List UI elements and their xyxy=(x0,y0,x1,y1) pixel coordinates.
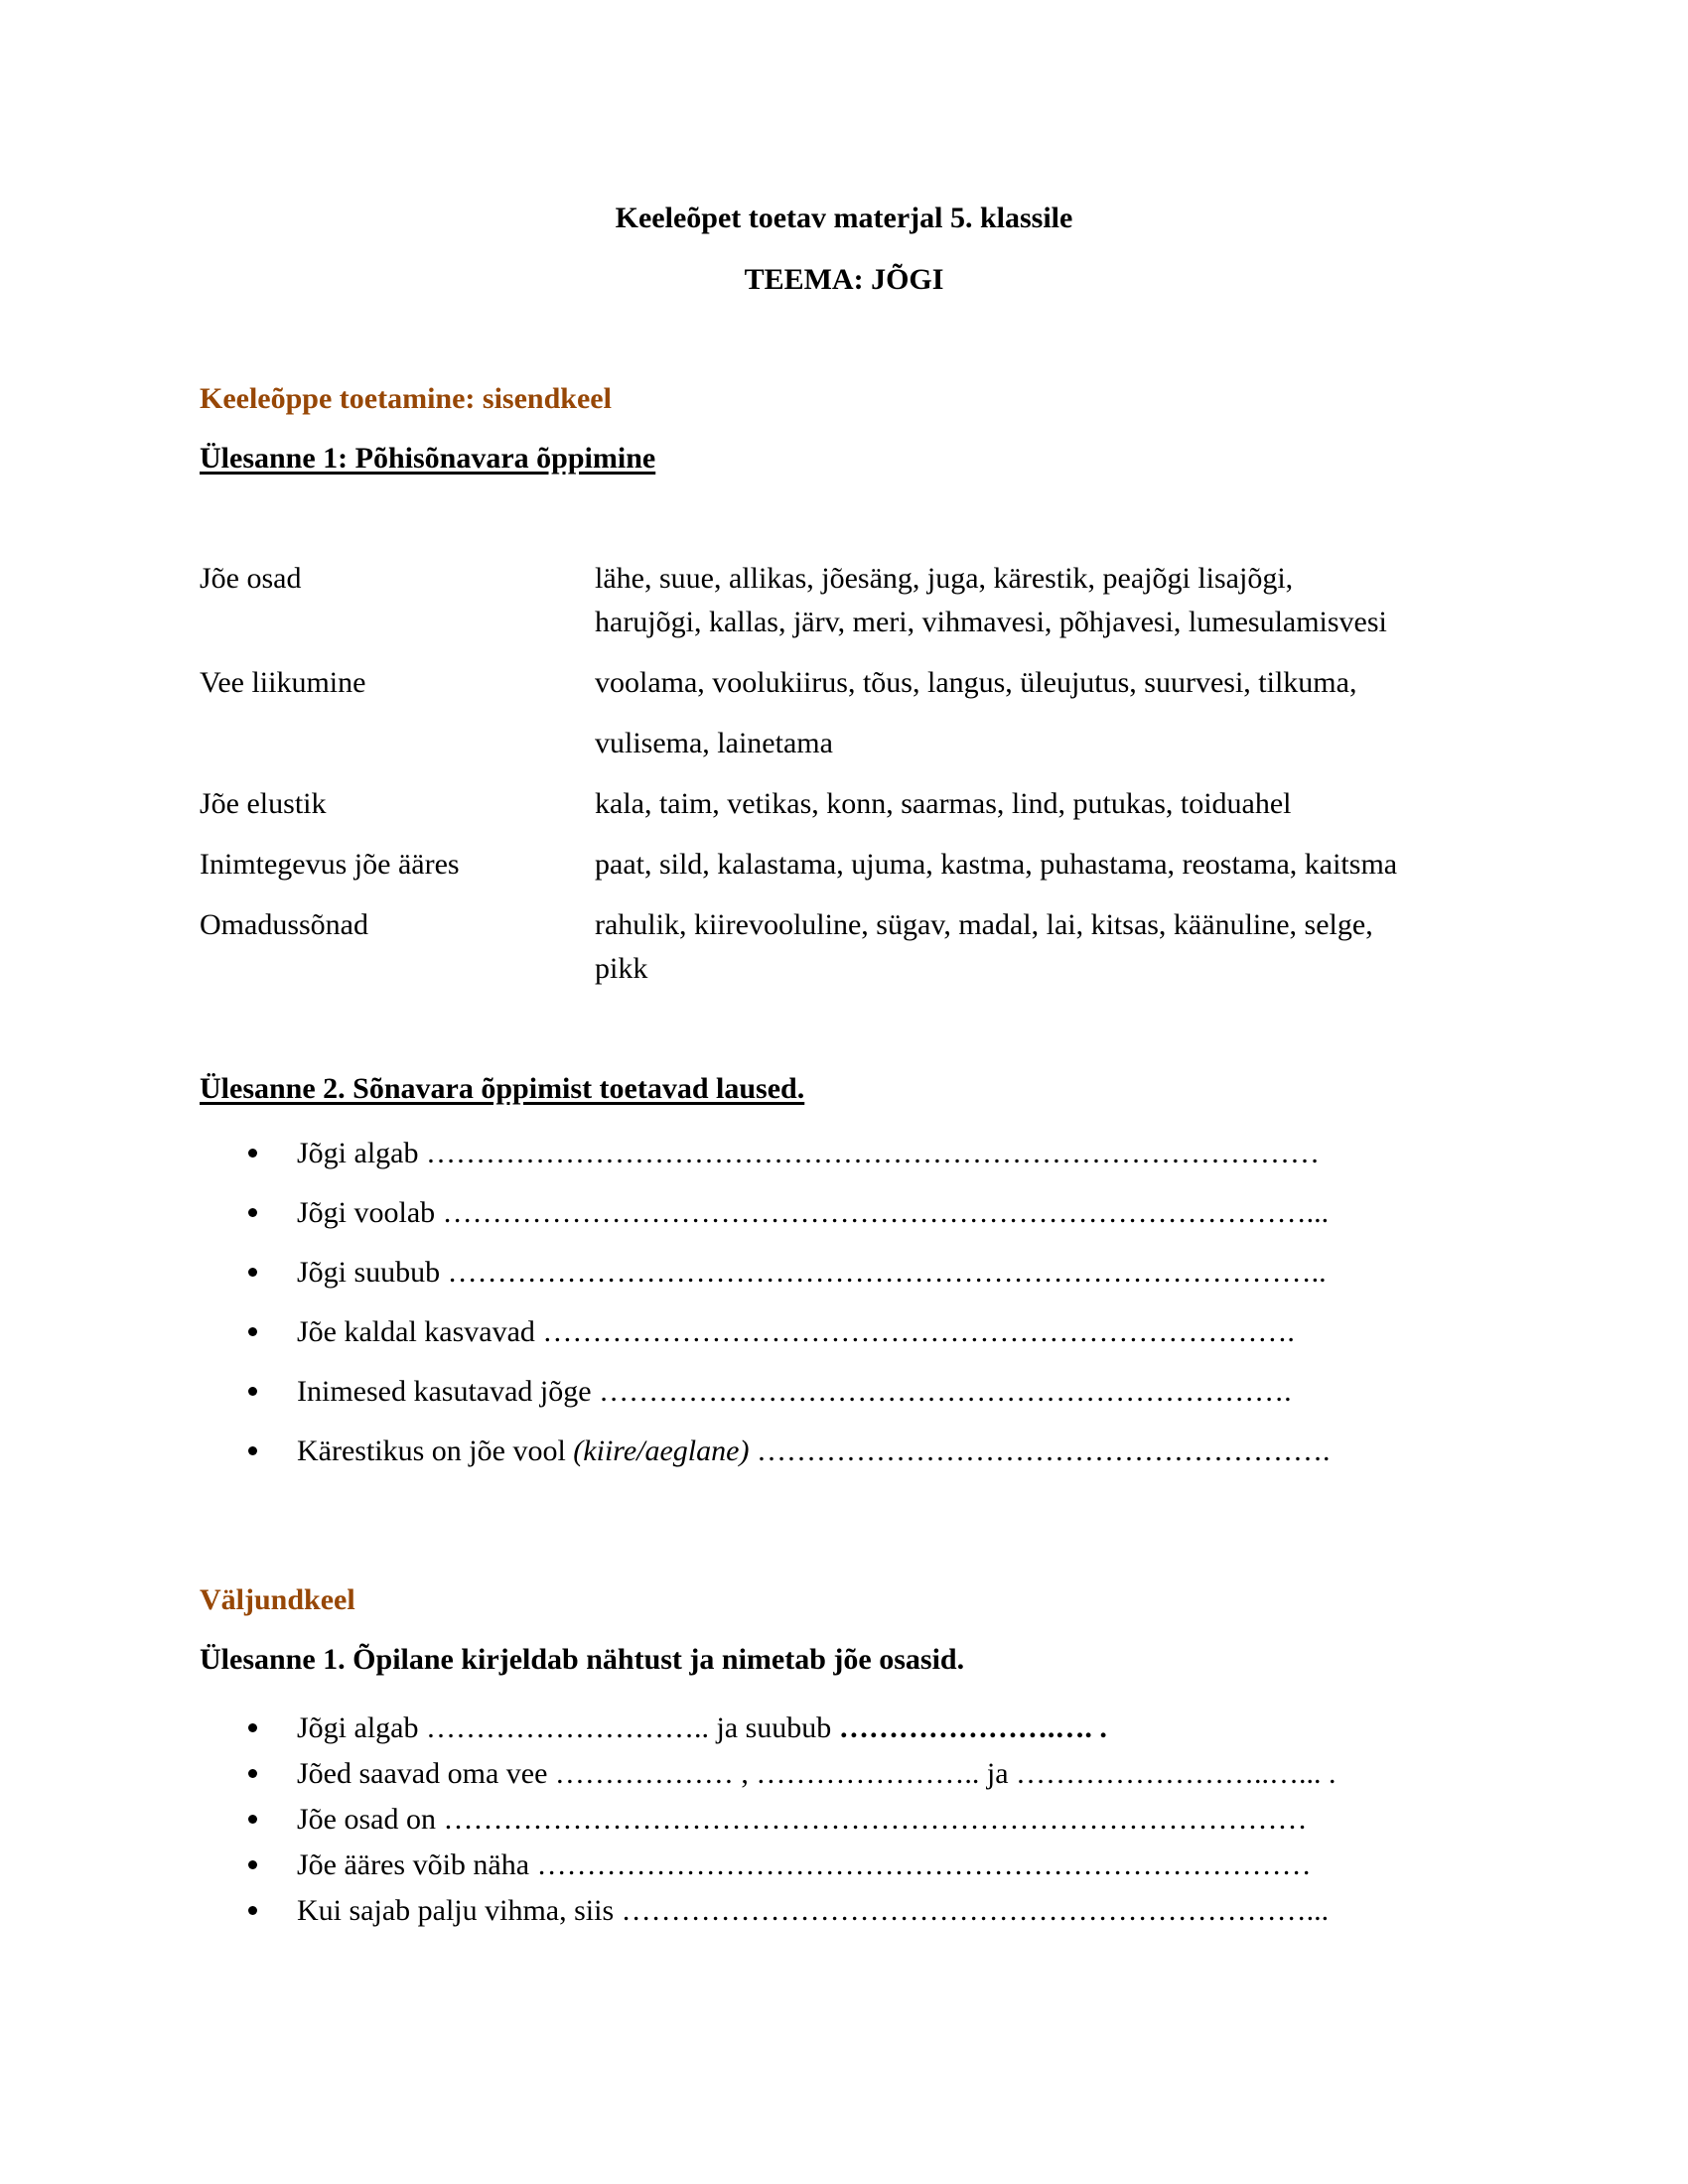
vocab-words-cont: pikk xyxy=(595,952,648,985)
vocab-words: paat, sild, kalastama, ujuma, kastma, puhastama, reostama, kaitsma xyxy=(595,848,1398,881)
bullet-icon xyxy=(248,1387,257,1396)
document-title: Keeleõpet toetav materjal 5. klassile xyxy=(615,202,1073,234)
vocab-term: Jõe elustik xyxy=(200,787,327,820)
bullet-icon xyxy=(248,1268,257,1277)
output-task1-title: Ülesanne 1. Õpilane kirjeldab nähtust ja nimetab jõe osasid. xyxy=(200,1643,965,1676)
vocab-term: Inimtegevus jõe ääres xyxy=(200,848,460,881)
vocab-term: Omadussõnad xyxy=(200,908,368,941)
vocab-words: kala, taim, vetikas, konn, saarmas, lind, putukas, toiduahel xyxy=(595,787,1292,820)
bullet-icon xyxy=(248,1327,257,1336)
vocab-words: rahulik, kiirevooluline, sügav, madal, lai, kitsas, käänuline, selge, xyxy=(595,908,1373,941)
vocab-term: Jõe osad xyxy=(200,562,302,595)
section-heading-output-language: Väljundkeel xyxy=(200,1583,355,1616)
bullet-icon xyxy=(248,1815,257,1824)
output-item xyxy=(297,1710,1107,1746)
sentence-item: Jõe kaldal kasvavad …………………………………………………………………. xyxy=(297,1315,1295,1348)
bullet-icon xyxy=(248,1769,257,1778)
bullet-icon xyxy=(248,1446,257,1455)
vocab-words: lähe, suue, allikas, jõesäng, juga, kärestik, peajõgi lisajõgi, xyxy=(595,562,1294,595)
task1-title: Ülesanne 1: Põhisõnavara õppimine xyxy=(200,442,656,475)
document-subtitle: TEEMA: JÕGI xyxy=(744,263,944,296)
output-dots-bold: ………………….…. . xyxy=(838,1711,1107,1744)
sentence-dots: …………………………………………………. xyxy=(749,1434,1331,1467)
bullet-icon xyxy=(248,1149,257,1158)
sentence-item: Jõgi suubub …………………………………………………………………………….. xyxy=(297,1256,1327,1289)
sentence-item: Jõgi voolab ……………………………………………………………………………... xyxy=(297,1196,1330,1229)
output-item: Jõed saavad oma vee ……………… , ………………….. ja ……………………..…... . xyxy=(297,1757,1336,1790)
bullet-icon xyxy=(248,1906,257,1915)
task2-title: Ülesanne 2. Sõnavara õppimist toetavad laused. xyxy=(200,1072,805,1105)
output-item: Jõe osad on …………………………………………………………………………… xyxy=(297,1803,1308,1836)
vocab-words-cont: harujõgi, kallas, järv, meri, vihmavesi, põhjavesi, lumesulamisvesi xyxy=(595,606,1387,638)
bullet-icon xyxy=(248,1860,257,1869)
output-item: Jõe ääres võib näha …………………………………………………………………… xyxy=(297,1848,1312,1881)
vocab-words: voolama, voolukiirus, tõus, langus, üleujutus, suurvesi, tilkuma, xyxy=(595,666,1357,699)
output-item: Kui sajab palju vihma, siis ……………………………………………………………... xyxy=(297,1894,1330,1927)
sentence-text: Kärestikus on jõe vool xyxy=(297,1434,574,1467)
sentence-item xyxy=(297,1433,1330,1469)
sentence-item: Jõgi algab ……………………………………………………………………………… xyxy=(297,1137,1320,1169)
vocab-term: Vee liikumine xyxy=(200,666,366,699)
sentence-item: Inimesed kasutavad jõge ……………………………………………………………. xyxy=(297,1375,1292,1408)
vocab-words-cont: vulisema, lainetama xyxy=(595,727,833,759)
sentence-hint: (kiire/aeglane) xyxy=(573,1434,750,1467)
section-heading-input-language: Keeleõppe toetamine: sisendkeel xyxy=(200,382,612,415)
bullet-icon xyxy=(248,1723,257,1732)
output-text: Jõgi algab ……………………….. ja suubub xyxy=(297,1711,839,1744)
bullet-icon xyxy=(248,1208,257,1217)
